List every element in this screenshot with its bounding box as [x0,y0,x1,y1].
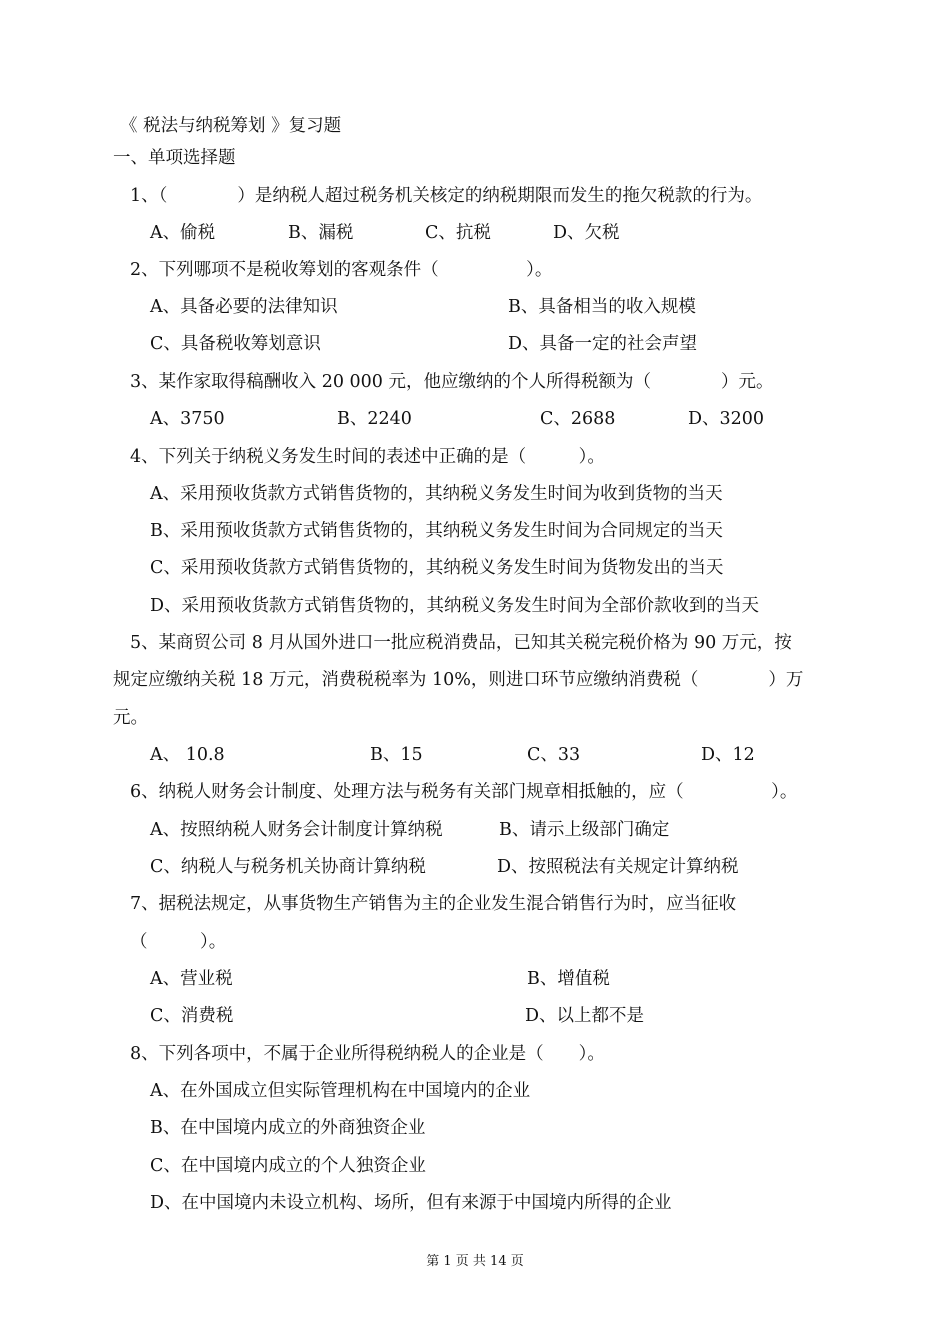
question-3-option-c: C、2688 [540,409,616,429]
question-2-option-a: A、具备必要的法律知识 [150,297,338,317]
question-5-option-c: C、33 [527,745,581,765]
question-7-option-b: B、增值税 [527,969,610,989]
question-4-option-c: C、采用预收货款方式销售货物的，其纳税义务发生时间为货物发出的当天 [150,558,724,578]
question-2-option-c: C、具备税收筹划意识 [150,334,321,354]
question-3-option-d: D、3200 [688,409,765,429]
section-heading: 一、单项选择题 [113,148,236,168]
question-7-option-a: A、营业税 [150,969,233,989]
document-title: 《 税法与纳税筹划 》复习题 [120,116,342,136]
question-6-option-c: C、纳税人与税务机关协商计算纳税 [150,857,426,877]
question-7-stem-line-1: 7、据税法规定，从事货物生产销售为主的企业发生混合销售行为时，应当征收 [130,894,737,914]
question-8-option-d: D、在中国境内未设立机构、场所，但有来源于中国境内所得的企业 [150,1193,672,1213]
question-7-stem-line-2: （ ）。 [130,932,227,952]
page-footer: 第 1 页 共 14 页 [426,1254,524,1269]
question-1-option-a: A、偷税 [150,223,216,243]
question-4-option-d: D、采用预收货款方式销售货物的，其纳税义务发生时间为全部价款收到的当天 [150,596,760,616]
question-1-option-b: B、漏税 [288,223,354,243]
question-8-option-b: B、在中国境内成立的外商独资企业 [150,1118,426,1138]
question-8-option-c: C、在中国境内成立的个人独资企业 [150,1156,426,1176]
question-8-option-a: A、在外国成立但实际管理机构在中国境内的企业 [150,1081,531,1101]
question-7-option-c: C、消费税 [150,1006,234,1026]
question-5-stem-line-2: 规定应缴纳关税 18 万元，消费税税率为 10%，则进口环节应缴纳消费税（ ）万 [113,670,804,690]
question-4-option-b: B、采用预收货款方式销售货物的，其纳税义务发生时间为合同规定的当天 [150,521,723,541]
question-5-stem-line-1: 5、某商贸公司 8 月从国外进口一批应税消费品，已知其关税完税价格为 90 万元，按 [130,633,792,653]
question-1-option-c: C、抗税 [425,223,491,243]
question-7-option-d: D、以上都不是 [525,1006,645,1026]
question-1-stem: 1、（ ）是纳税人超过税务机关核定的纳税期限而发生的拖欠税款的行为。 [130,186,763,206]
question-5-option-d: D、12 [701,745,755,765]
question-8-stem: 8、下列各项中，不属于企业所得税纳税人的企业是（ ）。 [130,1044,605,1064]
question-2-stem: 2、下列哪项不是税收筹划的客观条件（ ）。 [130,260,553,280]
question-2-option-b: B、具备相当的收入规模 [508,297,696,317]
question-3-stem: 3、某作家取得稿酬收入 20 000 元，他应缴纳的个人所得税额为（ ）元。 [130,372,774,392]
question-5-option-b: B、15 [370,745,423,765]
question-5-option-a: A、 10.8 [150,745,225,765]
question-3-option-b: B、2240 [337,409,412,429]
question-6-option-d: D、按照税法有关规定计算纳税 [497,857,739,877]
question-1-option-d: D、欠税 [553,223,620,243]
question-4-option-a: A、采用预收货款方式销售货物的，其纳税义务发生时间为收到货物的当天 [150,484,723,504]
question-5-stem-line-3: 元。 [113,708,148,728]
question-6-stem: 6、纳税人财务会计制度、处理方法与税务有关部门规章相抵触的，应（ ）。 [130,782,798,802]
question-2-option-d: D、具备一定的社会声望 [508,334,698,354]
question-3-option-a: A、3750 [150,409,225,429]
question-6-option-a: A、按照纳税人财务会计制度计算纳税 [150,820,443,840]
question-4-stem: 4、下列关于纳税义务发生时间的表述中正确的是（ ）。 [130,447,605,467]
question-6-option-b: B、请示上级部门确定 [499,820,670,840]
